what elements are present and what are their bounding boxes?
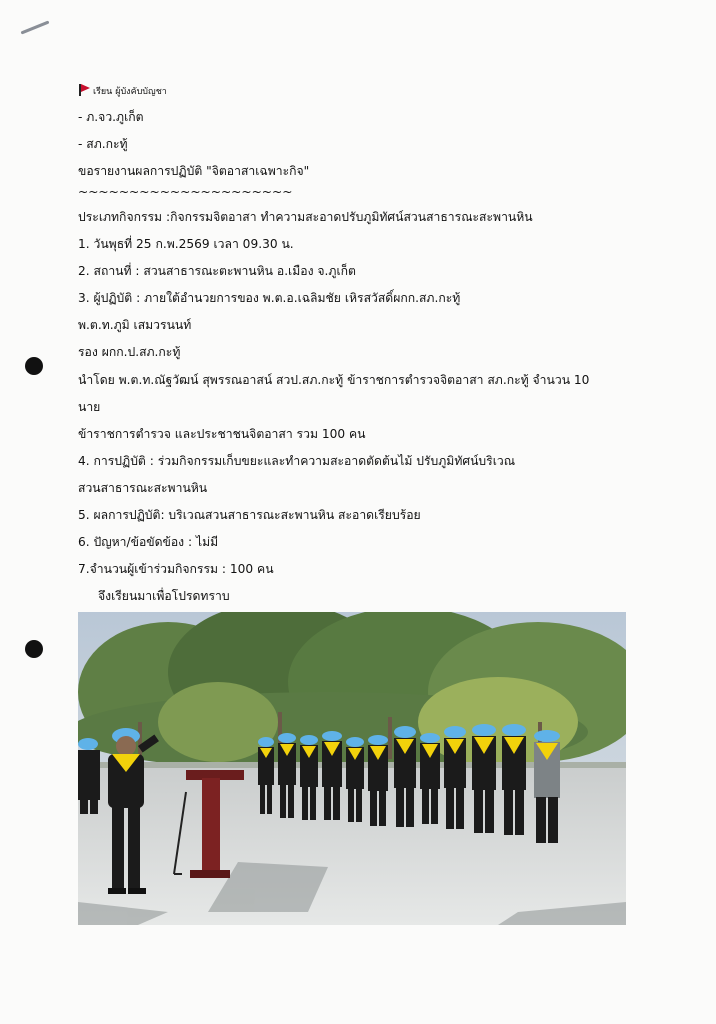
closing: จึงเรียนมาเพื่อโปรดทราบ xyxy=(98,589,230,603)
salutation-text: เรียน ผู้บังคับบัญชา xyxy=(93,87,167,97)
item-1-date: 1. วันพุธที่ 25 ก.พ.2569 เวลา 09.30 น. xyxy=(78,237,294,251)
item-3-line-2: พ.ต.ท.ภูมิ เสมวรนนท์ xyxy=(78,318,192,332)
activity-type: ประเภทกิจกรรม :กิจกรรมจิตอาสา ทำความสะอาดปรับภูมิทัศน์สวนสาธารณะสะพานหิน xyxy=(78,210,533,224)
item-3-line-3: รอง ผกก.ป.สภ.กะทู้ xyxy=(78,345,181,359)
item-3-line-5: นาย xyxy=(78,400,101,414)
red-flag-icon xyxy=(78,84,90,96)
item-3-line-6: ข้าราชการตำรวจ และประชาชนจิตอาสา รวม 100 คน xyxy=(78,427,366,441)
pencil-mark xyxy=(21,20,50,34)
photo-illustration xyxy=(78,612,626,925)
item-6-problems: 6. ปัญหา/ข้อขัดข้อง : ไม่มี xyxy=(78,535,219,549)
recipient-1: - ภ.จว.ภูเก็ต xyxy=(78,110,144,124)
subject: ขอรายงานผลการปฏิบัติ "จิตอาสาเฉพาะกิจ" xyxy=(78,164,310,178)
punch-hole-top xyxy=(25,357,43,375)
salutation xyxy=(78,84,167,100)
item-4-line-2: สวนสาธารณะสะพานหิน xyxy=(78,481,208,495)
punch-hole-bottom xyxy=(25,640,43,658)
item-7-participants: 7.จำนวนผู้เข้าร่วมกิจกรรม : 100 คน xyxy=(78,562,274,576)
activity-photo xyxy=(78,612,626,925)
item-3-line-4: นำโดย พ.ต.ท.ณัฐวัฒน์ สุพรรณอาสน์ สวป.สภ.กะทู้ ข้าราชการตำรวจจิตอาสา สภ.กะทู้ จำนวน 10 xyxy=(78,373,590,387)
item-3-line-1: 3. ผู้ปฏิบัติ : ภายใต้อำนวยการของ พ.ต.อ.เฉลิมชัย เหิรสวัสดิ์ผกก.สภ.กะทู้ xyxy=(78,291,461,305)
item-4-line-1: 4. การปฏิบัติ : ร่วมกิจกรรมเก็บขยะและทำความสะอาดตัดต้นไม้ ปรับภูมิทัศน์บริเวณ xyxy=(78,454,516,468)
recipient-2: - สภ.กะทู้ xyxy=(78,137,128,151)
item-2-location: 2. สถานที่ : สวนสาธารณะตะพานหิน อ.เมือง จ.ภูเก็ต xyxy=(78,264,356,278)
separator: ~~~~~~~~~~~~~~~~~~~~~ xyxy=(78,185,293,199)
item-5-result: 5. ผลการปฏิบัติ: บริเวณสวนสาธารณะสะพานหิน สะอาดเรียบร้อย xyxy=(78,508,421,522)
